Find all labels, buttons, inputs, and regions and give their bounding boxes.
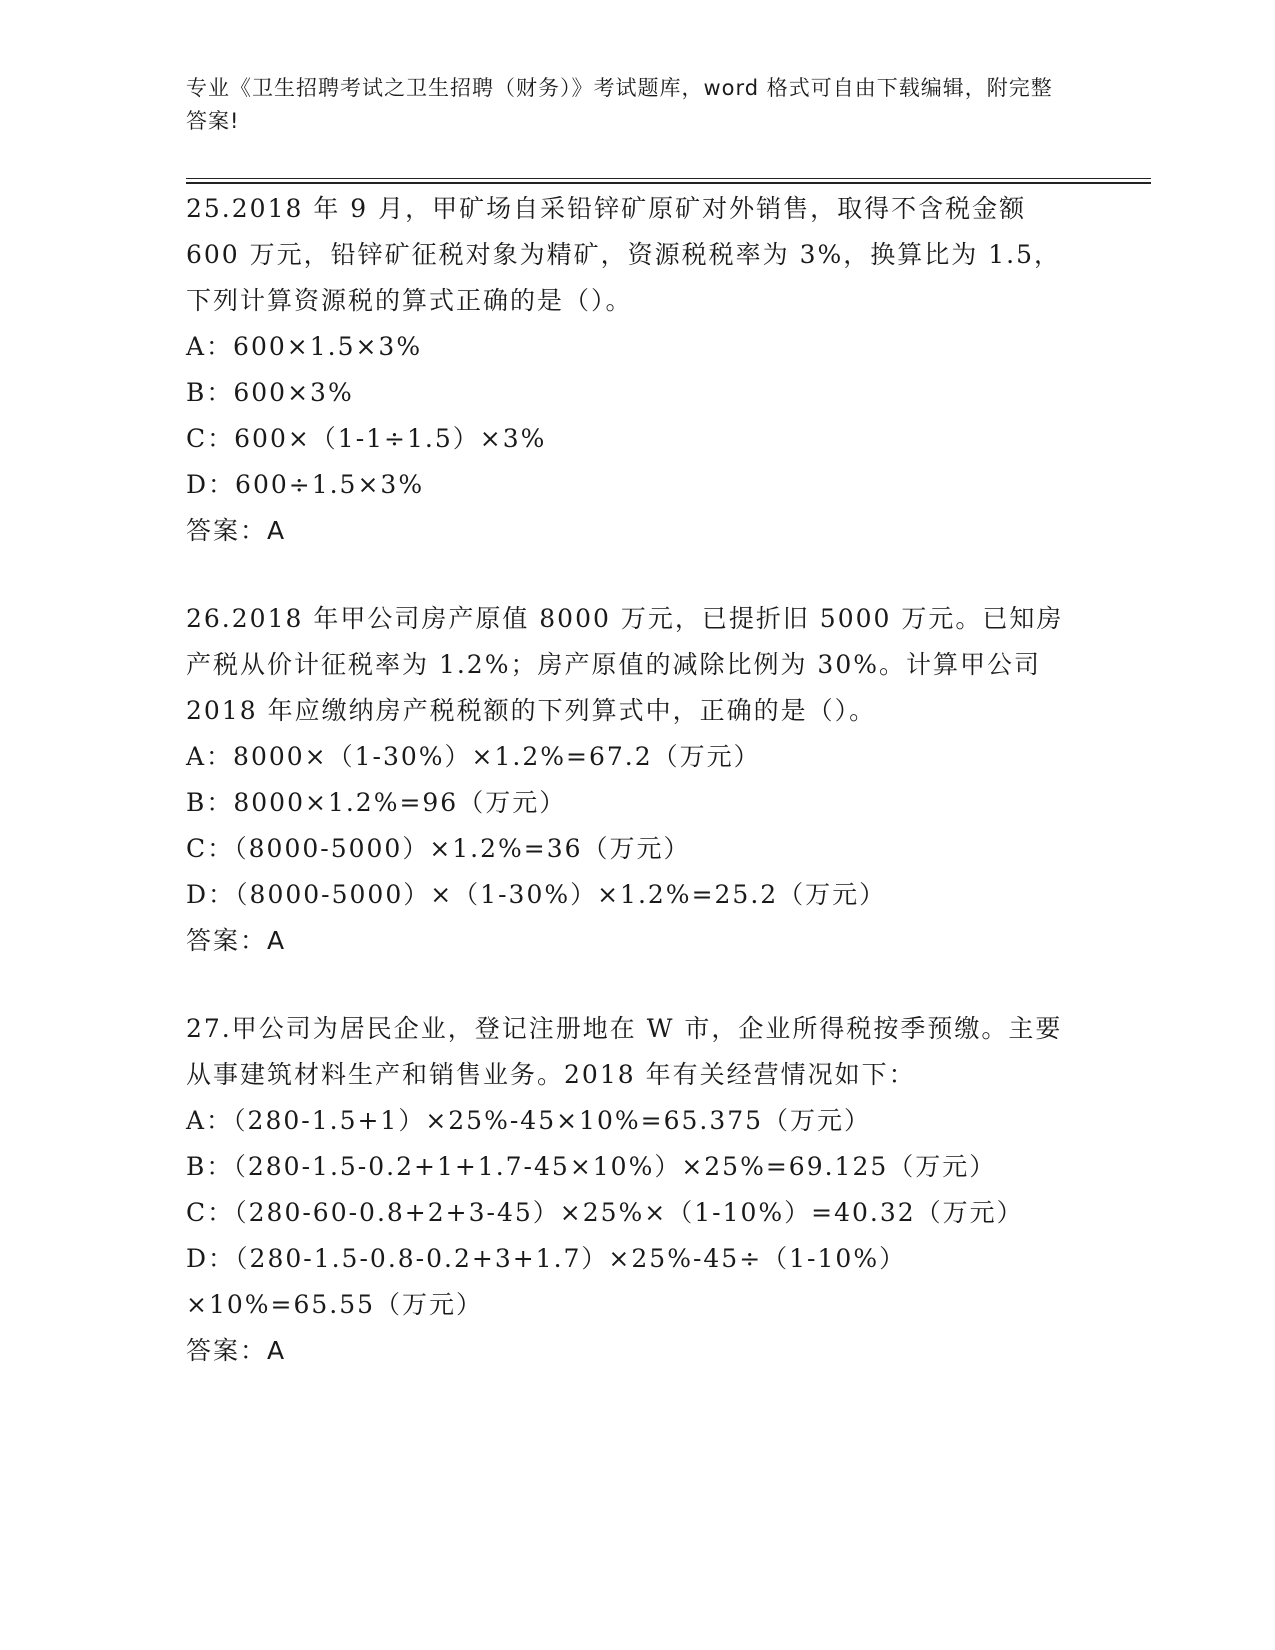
option-c: C：（8000-5000）×1.2%=36（万元） <box>186 834 691 863</box>
option-b: B：8000×1.2%=96（万元） <box>186 788 567 817</box>
document-header: 专业《卫生招聘考试之卫生招聘（财务）》考试题库，word 格式可自由下载编辑，附完整答案! <box>186 76 1053 133</box>
question-25 <box>186 186 1086 554</box>
option-a: A：8000×（1-30%）×1.2%=67.2（万元） <box>186 742 761 771</box>
question-stem: 27.甲公司为居民企业，登记注册地在 W 市，企业所得税按季预缴。主要从事建筑材料生产和销售业务。2018 年有关经营情况如下： <box>186 1014 1063 1089</box>
answer: 答案：A <box>186 1336 287 1365</box>
question-27 <box>186 1006 1086 1374</box>
option-d: D：（280-1.5-0.8-0.2+3+1.7）×25%-45÷（1-10%）×10%=65.55（万元） <box>186 1244 907 1319</box>
answer: 答案：A <box>186 516 287 545</box>
option-c: C：600×（1-1÷1.5）×3% <box>186 424 547 453</box>
header-divider-thin <box>186 178 1151 179</box>
option-d: D：600÷1.5×3% <box>186 470 425 499</box>
option-a: A：600×1.5×3% <box>186 332 423 361</box>
option-c: C：（280-60-0.8+2+3-45）×25%×（1-10%）=40.32（万元） <box>186 1198 1024 1227</box>
option-a: A：（280-1.5+1）×25%-45×10%=65.375（万元） <box>186 1106 872 1135</box>
header-divider-thick <box>186 182 1151 184</box>
answer: 答案：A <box>186 926 287 955</box>
option-b: B：（280-1.5-0.2+1+1.7-45×10%）×25%=69.125（万元） <box>186 1152 997 1181</box>
question-26 <box>186 596 1086 964</box>
option-d: D：（8000-5000）×（1-30%）×1.2%=25.2（万元） <box>186 880 887 909</box>
question-stem: 26.2018 年甲公司房产原值 8000 万元，已提折旧 5000 万元。已知房产税从价计征税率为 1.2%；房产原值的减除比例为 30%。计算甲公司 2018 年应缴纳房产税税额的下列算式中，正确的是（）。 <box>186 604 1064 725</box>
option-b: B：600×3% <box>186 378 354 407</box>
question-stem: 25.2018 年 9 月，甲矿场自采铅锌矿原矿对外销售，取得不含税金额 600 万元，铅锌矿征税对象为精矿，资源税税率为 3%，换算比为 1.5，下列计算资源税的算式正确的是（）。 <box>186 194 1061 315</box>
